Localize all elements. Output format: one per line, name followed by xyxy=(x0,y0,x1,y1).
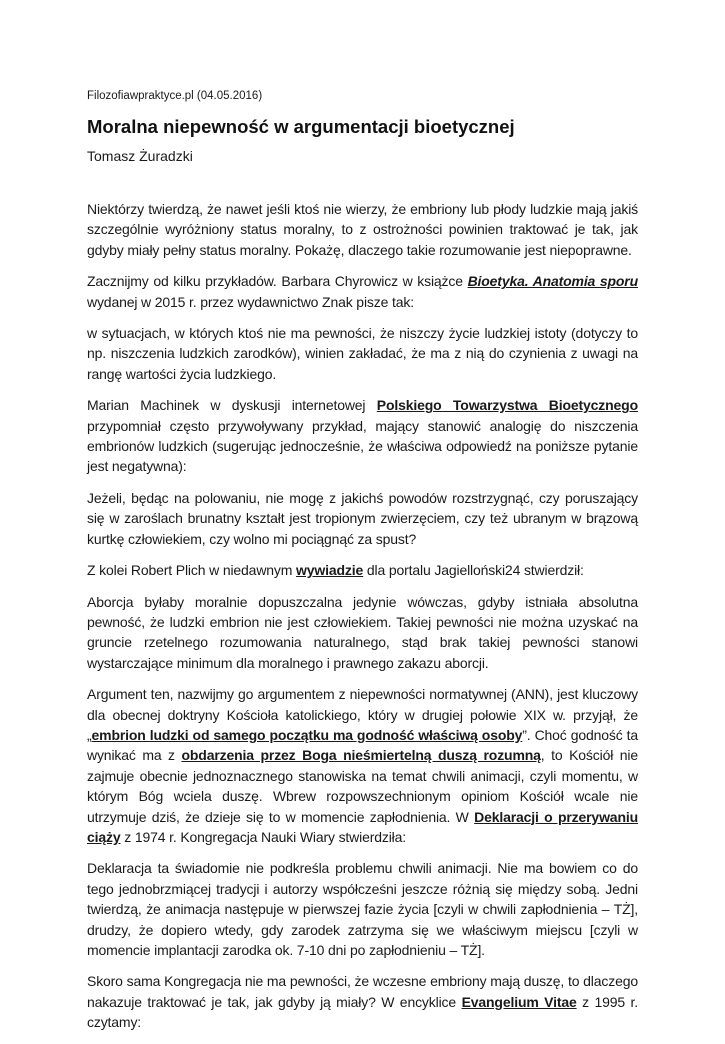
paragraph-machinek xyxy=(87,395,638,477)
quote-declaration: Deklaracja ta świadomie nie podkreśla problemu chwili animacji. Nie ma bowiem co do tego jednobrzmiącej tradycji i autorzy współcześni jeszcze różnią się między sobą. Jedni twierdzą, że animacja następuje w pierwszej fazie życia [czyli w chwili zapłodnienia – TŻ], drudzy, że dopiero wtedy, gdy zarodek zatrzyma się we właściwym miejscu [czyli w momencie implantacji zarodka ok. 7-10 dni po zapłodnieniu – TŻ]. xyxy=(87,860,638,958)
text-span: Zacznijmy od kilku przykładów. Barbara Chyrowicz w książce xyxy=(87,273,468,290)
paragraph-intro: Niektórzy twierdzą, że nawet jeśli ktoś nie wierzy, że embriony lub płody ludzkie mają jakiś szczególnie wyróżniony status moralny, to z ostrożności powinien traktować je tak, jak gdyby miały pełny status moralny. Pokażę, dlaczego takie rozumowanie jest niepoprawne. xyxy=(87,201,638,258)
immortal-soul-link[interactable]: obdarzenia przez Boga nieśmiertelną duszą rozumną xyxy=(181,747,541,764)
abortion-declaration-link[interactable]: Deklaracji o przerywaniu ciąży xyxy=(87,808,638,845)
embryo-dignity-link[interactable]: embrion ludzki od samego początku ma godność właściwą osoby xyxy=(91,726,523,743)
quote-hunting: Jeżeli, będąc na polowaniu, nie mogę z jakichś powodów rozstrzygnąć, czy poruszający się w zaroślach brunatny kształt jest tropionym zwierzęciem, czy też ubranym w brązową kurtkę człowiekiem, czy wolno mi pociągnąć za spust? xyxy=(87,489,638,547)
text-span: Argument ten, nazwijmy go argumentem z niepewności normatywnej (ANN), jest kluczowy dla obecnej doktryny Kościoła katolickiego, który w drugiej połowie XIX w. przyjął, że „ xyxy=(87,686,638,743)
text-span: Skoro sama Kongregacja nie ma pewności, że wczesne embriony mają duszę, to dlaczego nakazuje traktować je tak, jak gdyby ją miały? W encyklice xyxy=(87,973,638,1010)
paragraph-chyrowicz xyxy=(87,271,638,312)
quote-chyrowicz: w sytuacjach, w których ktoś nie ma pewności, że niszczy życie ludzkiej istoty (dotyczy to np. niszczenia ludzkich zarodków), winien zakładać, że ma z nią do czynienia z uwagi na rangę wartości życia ludzkiego. xyxy=(87,325,638,382)
interview-link[interactable]: wywiadzie xyxy=(296,562,364,579)
text-span: ”. Choć godność ta wynikać ma z xyxy=(87,726,638,764)
text-span: z 1974 r. Kongregacja Nauki Wiary stwierdziła: xyxy=(120,828,407,845)
text-span: wydanej w 2015 r. przez wydawnictwo Znak pisze tak: xyxy=(87,293,414,310)
text-span: Marian Machinek w dyskusji internetowej xyxy=(87,397,377,414)
text-span: przypomniał często przywoływany przykład, mający stanowić analogię do niszczenia embrionów ludzkich (sugerując jednocześnie, że właściwa odpowiedź na poniższe pytanie jest negatywna): xyxy=(87,417,638,475)
article-title: Moralna niepewność w argumentacji bioetycznej xyxy=(87,116,515,137)
paragraph-plich xyxy=(87,560,638,580)
text-span: z 1995 r. czytamy: xyxy=(87,993,639,1031)
article-body xyxy=(87,199,638,1044)
text-span: dla portalu Jagielloński24 stwierdził: xyxy=(363,562,584,579)
paragraph-ann xyxy=(87,684,638,847)
quote-plich: Aborcja byłaby moralnie dopuszczalna jedynie wówczas, gdyby istniała absolutna pewność, że ludzki embrion nie jest człowiekiem. Takiej pewności nie można uzyskać na gruncie rzetelnego rozumowania naturalnego, stąd brak takiej pewności stanowi wystarczające minimum dla moralnego i prawnego zakazu aborcji. xyxy=(87,593,638,671)
bioetyka-book-link[interactable]: Bioetyka. Anatomia sporu xyxy=(467,273,638,290)
text-span: , to Kościół nie zajmuje obecnie jednoznacznego stanowiska na temat chwili animacji, czyli momentu, w którym Bóg wciela duszę. Wbrew rozpowszechnionym opiniom Kościół wcale nie utrzymuje dziś, że dzieje się to w momencie zapłodnienia. W xyxy=(87,747,638,825)
evangelium-vitae-link[interactable]: Evangelium Vitae xyxy=(461,993,577,1010)
paragraph-congregation xyxy=(87,971,638,1032)
article-author: Tomasz Żuradzki xyxy=(87,148,193,164)
ptb-link[interactable]: Polskiego Towarzystwa Bioetycznego xyxy=(376,397,638,414)
text-span: Z kolei Robert Plich w niedawnym xyxy=(87,562,297,579)
source-header: Filozofiawpraktyce.pl (04.05.2016) xyxy=(87,90,263,102)
